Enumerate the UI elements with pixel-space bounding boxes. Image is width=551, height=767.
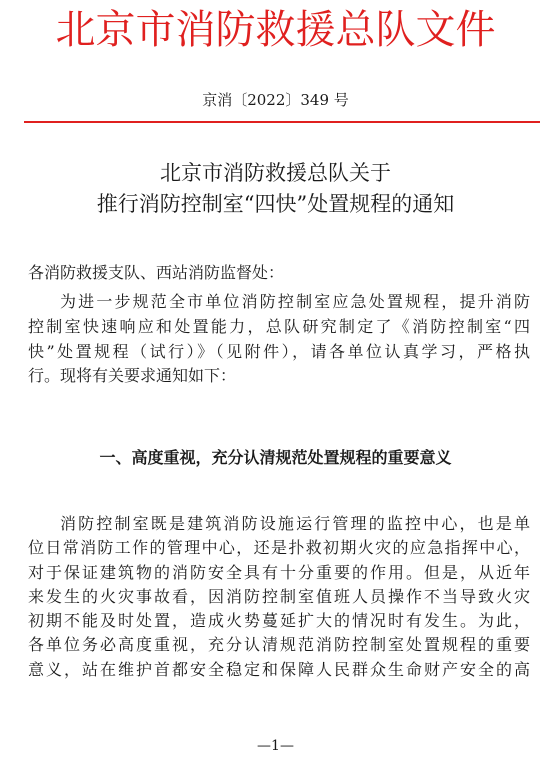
paragraph-line: 各单位务必高度重视，充分认清规范消防控制室处置规程的重要 xyxy=(28,635,530,655)
document-number: 京消〔2022〕349 号 xyxy=(202,91,349,109)
paragraph-line: 初期不能及时处置，造成火势蔓延扩大的情况时有发生。为此， xyxy=(28,611,530,631)
page-number: —1— xyxy=(257,738,294,754)
paragraph-line: 消防控制室既是建筑消防设施运行管理的监控中心，也是单 xyxy=(60,514,530,533)
paragraph-line: 快”处置规程（试行）》（见附件），请各单位认真学习，严格执 xyxy=(28,341,530,361)
paragraph-line: 来发生的火灾事故看，因消防控制室值班人员操作不当导致火灾 xyxy=(28,586,530,606)
notice-title-line-1: 北京市消防救援总队关于 xyxy=(160,161,391,185)
notice-title xyxy=(0,158,551,220)
paragraph-section-1 xyxy=(28,512,530,682)
document-header-title: 北京市消防救援总队文件 xyxy=(55,7,496,53)
addressee-line: 各消防救援支队、西站消防监督处： xyxy=(28,263,285,282)
paragraph-line: 位日常消防工作的管理中心，还是扑救初期火灾的应急指挥中心， xyxy=(28,538,530,558)
paragraph-intro xyxy=(28,290,530,389)
paragraph-line: 对于保证建筑物的消防安全具有十分重要的作用。但是，从近年 xyxy=(28,562,530,582)
section-heading-1: 一、高度重视，充分认清规范处置规程的重要意义 xyxy=(99,448,452,467)
red-divider-line xyxy=(24,121,540,123)
paragraph-line: 行。现将有关要求通知如下： xyxy=(28,366,237,386)
paragraph-line: 为进一步规范全市单位消防控制室应急处置规程，提升消防 xyxy=(60,292,530,311)
notice-title-line-2: 推行消防控制室“四快”处置规程的通知 xyxy=(96,192,455,216)
paragraph-line: 控制室快速响应和处置能力，总队研究制定了《消防控制室“四 xyxy=(28,316,530,336)
paragraph-line: 意义，站在维护首都安全稳定和保障人民群众生命财产安全的高 xyxy=(28,659,530,679)
